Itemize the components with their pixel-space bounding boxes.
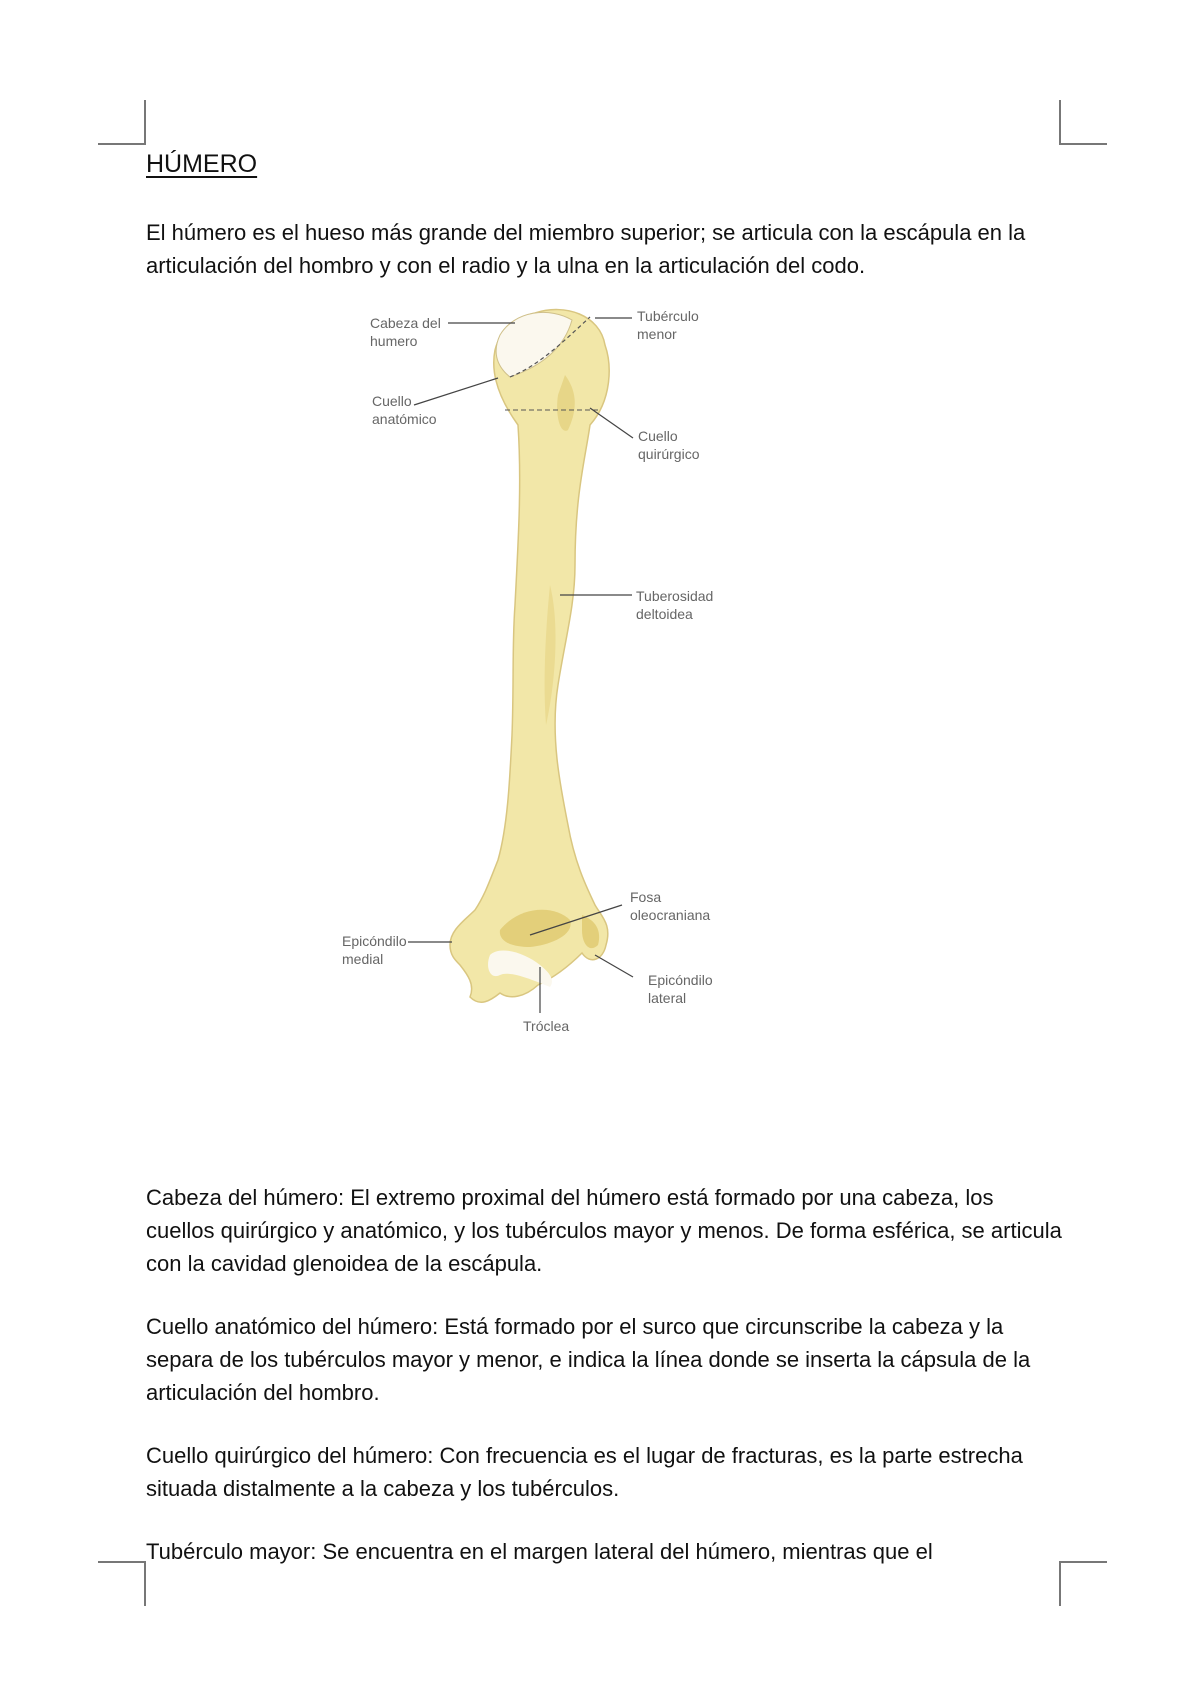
paragraph-surgical-neck: Cuello quirúrgico del húmero: Con frecuencia es el lugar de fracturas, es la parte estrecha situada distalmente a la cabeza y los tubérculos. bbox=[146, 1443, 1023, 1501]
label-lateral-epicondyle: lateral bbox=[648, 990, 687, 1006]
crop-mark-bottom-left-h bbox=[98, 1561, 146, 1563]
page-title: HÚMERO bbox=[146, 150, 258, 178]
crop-mark-bottom-right-h bbox=[1059, 1561, 1107, 1563]
label-medial-epicondyle: medial bbox=[342, 951, 384, 967]
label-lesser-tubercle: Tubérculo bbox=[637, 308, 699, 324]
label-olecranon-fossa: Fosa bbox=[630, 889, 662, 905]
intro-paragraph: El húmero es el hueso más grande del miembro superior; se articula con la escápula en la articulación del hombro y con el radio y la ulna en la articulación del codo. bbox=[146, 220, 1026, 278]
label-lateral-epicondyle: Epicóndilo bbox=[648, 972, 713, 988]
paragraph-greater-tubercle: Tubérculo mayor: Se encuentra en el margen lateral del húmero, mientras que el bbox=[146, 1539, 933, 1564]
humerus-bone-shape bbox=[450, 310, 609, 1003]
label-anatomical-neck: Cuello bbox=[372, 393, 412, 409]
label-deltoid-tuberosity: deltoidea bbox=[636, 606, 693, 622]
label-head: Cabeza del bbox=[370, 315, 441, 331]
label-surgical-neck: quirúrgico bbox=[638, 446, 700, 462]
label-anatomical-neck: anatómico bbox=[372, 411, 437, 427]
surgical-neck-leader bbox=[590, 408, 633, 438]
label-olecranon-fossa: oleocraniana bbox=[630, 907, 711, 923]
crop-mark-top-right-v bbox=[1059, 100, 1061, 145]
paragraph-head: Cabeza del húmero: El extremo proximal del húmero está formado por una cabeza, los cuellos quirúrgico y anatómico, y los tubérculos mayor y menos. De forma esférica, se articula con la cavidad glenoidea de la escápula. bbox=[146, 1185, 1062, 1276]
label-trochlea: Tróclea bbox=[523, 1018, 570, 1034]
label-lesser-tubercle: menor bbox=[637, 326, 677, 342]
crop-mark-top-left-v bbox=[144, 100, 146, 145]
label-surgical-neck: Cuello bbox=[638, 428, 678, 444]
lateral-epicondyle-leader bbox=[595, 955, 633, 977]
humerus-diagram bbox=[342, 305, 830, 1135]
label-deltoid-tuberosity: Tuberosidad bbox=[636, 588, 714, 604]
crop-mark-top-right-h bbox=[1059, 143, 1107, 145]
paragraph-anatomical-neck: Cuello anatómico del húmero: Está formado por el surco que circunscribe la cabeza y la separa de los tubérculos mayor y menor, e indica la línea donde se inserta la cápsula de la articulación del hombro. bbox=[146, 1314, 1031, 1405]
label-medial-epicondyle: Epicóndilo bbox=[342, 933, 407, 949]
anatomical-neck-leader bbox=[414, 378, 498, 405]
label-head: humero bbox=[370, 333, 418, 349]
crop-mark-top-left-h bbox=[98, 143, 146, 145]
